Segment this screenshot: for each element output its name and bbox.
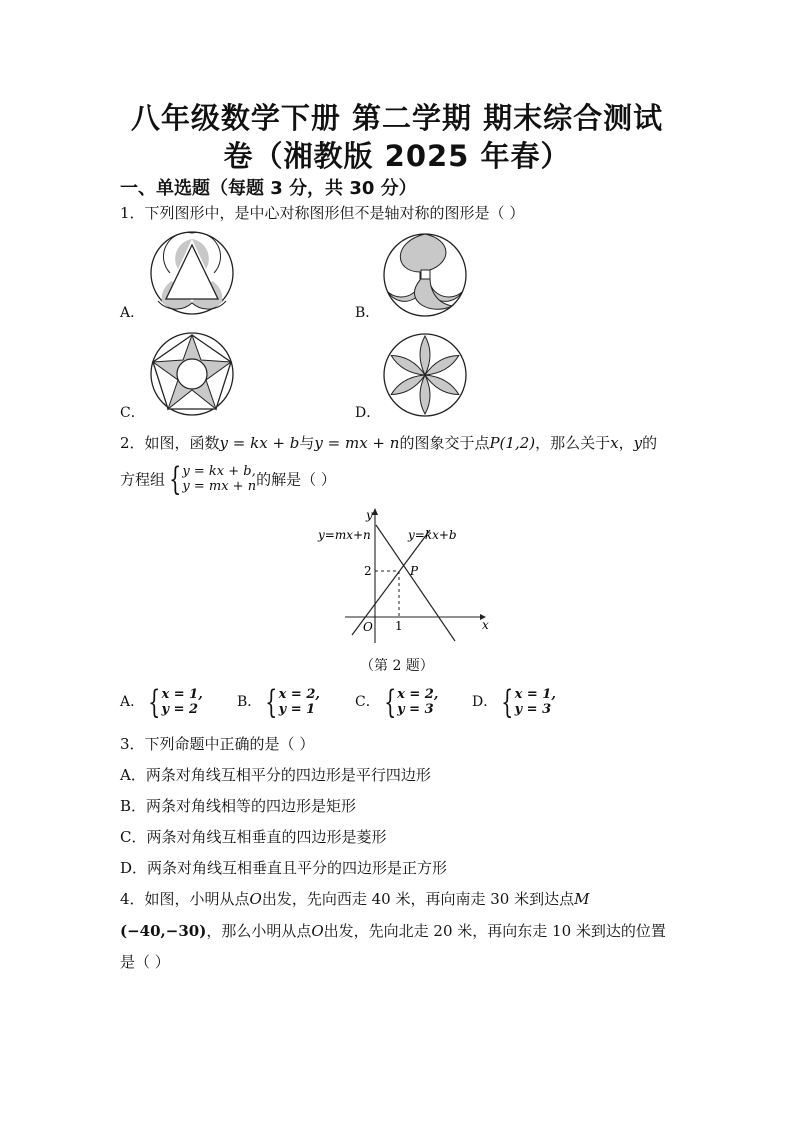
q3-option-a: A．两条对角线互相平分的四边形是平行四边形 — [120, 766, 431, 784]
point-p-label: P — [410, 564, 419, 578]
q3-option-c: C．两条对角线互相垂直的四边形是菱形 — [120, 828, 387, 846]
q4-line3: 是（ ） — [120, 953, 170, 971]
triangle-in-circle-figure — [148, 229, 236, 317]
x-tick-label: 1 — [395, 619, 403, 633]
origin-label: O — [363, 620, 373, 634]
q1-option-a-label: A． — [120, 305, 145, 321]
q4-line1: 4．如图，小明从点O出发，先向西走 40 米，再向南走 30 米到达点M — [120, 890, 590, 908]
y-axis-label: y — [366, 508, 373, 522]
q2-option-b: B． { x = 2, y = 1 — [237, 683, 320, 721]
q2-option-d: D． { x = 1, y = 3 — [472, 683, 556, 721]
six-petal-flower-figure — [382, 332, 468, 418]
q1-option-c-label: C． — [120, 405, 145, 421]
q2-figure-caption: （第 2 题） — [360, 658, 434, 674]
label-kx-b: y=kx+b — [408, 528, 457, 542]
pentagon-star-flower-figure — [148, 330, 236, 418]
page-title-line2: 卷（湘教版 2025 年春） — [223, 139, 571, 173]
q3-option-b: B．两条对角线相等的四边形是矩形 — [120, 797, 357, 815]
q2-stem-line2: 方程组 { y = kx + b, y = mx + n 的解是（ ） — [120, 460, 336, 498]
q2-option-a: A． { x = 1, y = 2 — [120, 683, 203, 721]
q1-stem: 1．下列图形中，是中心对称图形但不是轴对称的图形是（ ） — [120, 204, 525, 222]
page-title-line1: 八年级数学下册 第二学期 期末综合测试 — [130, 101, 664, 135]
y-tick-label: 2 — [364, 564, 372, 578]
section-heading: 一、单选题（每题 3 分，共 30 分） — [120, 178, 417, 199]
three-petal-swirl-figure — [382, 232, 468, 318]
q4-line2: (−40,−30)，那么小明从点O出发，先向北走 20 米，再向东走 10 米到达的位置 — [120, 922, 666, 940]
label-mx-n: y=mx+n — [318, 528, 371, 542]
line-mx-n — [376, 525, 455, 641]
x-axis-label: x — [482, 618, 489, 632]
q3-stem: 3．下列命题中正确的是（ ） — [120, 735, 315, 753]
q1-option-d-label: D． — [355, 405, 381, 421]
q1-option-b-label: B． — [355, 305, 380, 321]
q3-option-d: D．两条对角线互相垂直且平分的四边形是正方形 — [120, 859, 448, 877]
q2-stem-line1: 2．如图，函数y = kx + b与y = mx + n的图象交于点P(1,2)，那么关于x，y的 — [120, 434, 658, 452]
q2-option-c: C． { x = 2, y = 3 — [355, 683, 439, 721]
q2-line-graph — [310, 505, 490, 650]
